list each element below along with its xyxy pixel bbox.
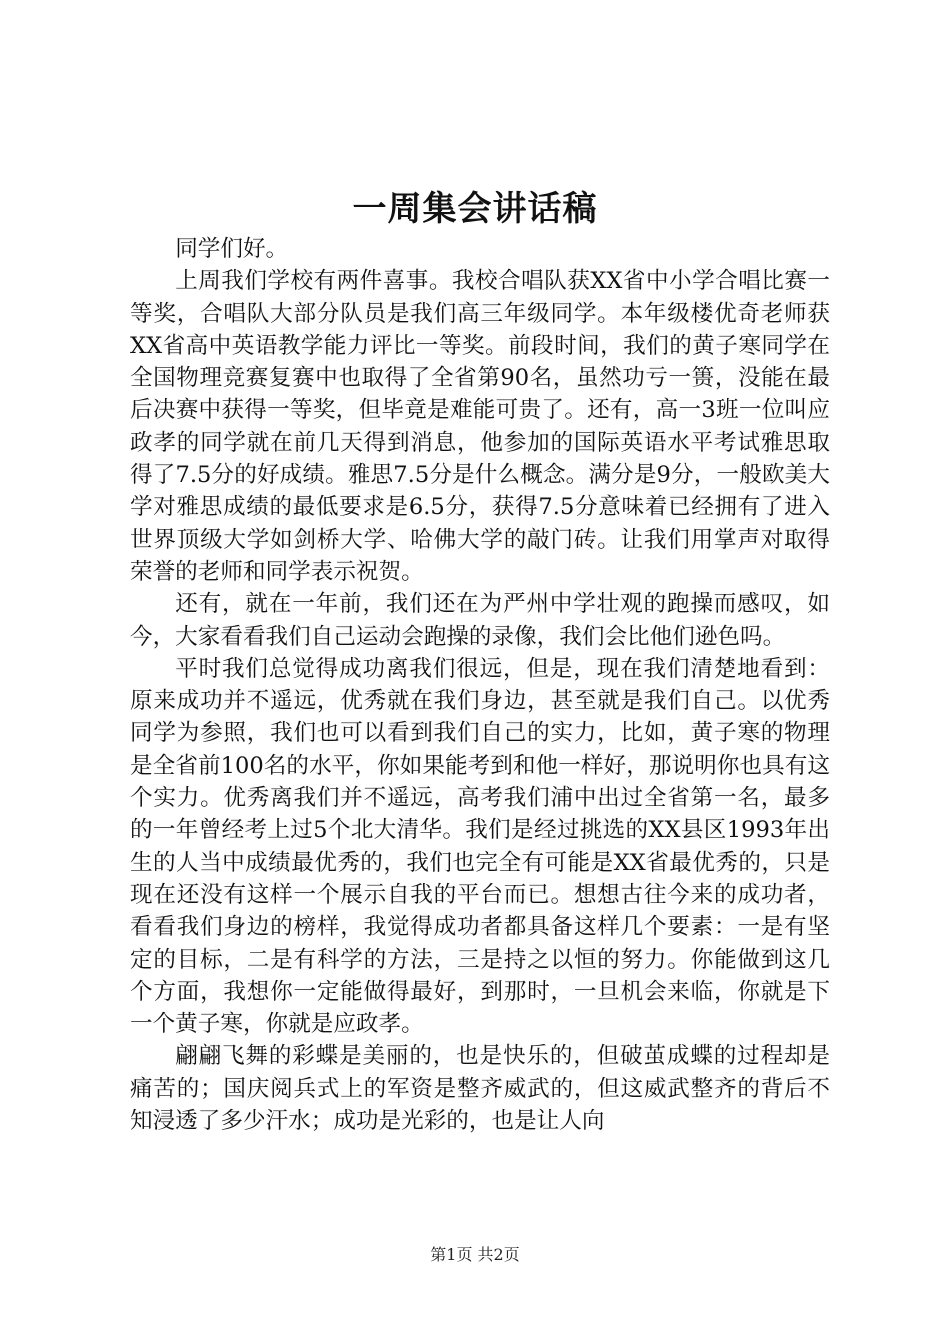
- page-total: 共2页: [477, 1245, 520, 1264]
- page-title: 一周集会讲话稿: [352, 189, 598, 229]
- paragraph-butterfly: 翩翩飞舞的彩蝶是美丽的，也是快乐的，但破茧成蝶的过程却是痛苦的；国庆阅兵式上的军资是整齐威武的，但这威武整齐的背后不知浸透了多少汗水；成功是光彩的，也是让人向: [130, 1043, 830, 1135]
- page-footer: [0, 1244, 950, 1266]
- paragraph-success-nearby: 平时我们总觉得成功离我们很远，但是，现在我们清楚地看到：原来成功并不遥远，优秀就在我们身边，甚至就是我们自己。以优秀同学为参照，我们也可以看到我们自己的实力，比如，黄子寒的物理是全省前100名的水平，你如果能考到和他一样好，那说明你也具有这个实力。优秀离我们并不遥远，高考我们浦中出过全省第一名，最多的一年曾经考上过5个北大清华。我们是经过挑选的XX县区1993年出生的人当中成绩最优秀的，我们也完全有可能是XX省最优秀的，只是现在还没有这样一个展示自我的平台而已。想想古往今来的成功者，看看我们身边的榜样，我觉得成功者都具备这样几个要素：一是有坚定的目标，二是有科学的方法，三是持之以恒的努力。你能做到这几个方面，我想你一定能做得最好，到那时，一旦机会来临，你就是下一个黄子寒，你就是应政孝。: [130, 655, 830, 1038]
- paragraph-greeting: 同学们好。: [175, 236, 289, 262]
- page-number: 第1页: [430, 1245, 473, 1264]
- paragraph-good-news: 上周我们学校有两件喜事。我校合唱队获XX省中小学合唱比赛一等奖，合唱队大部分队员是我们高三年级同学。本年级楼优奇老师获XX省高中英语教学能力评比一等奖。前段时间，我们的黄子寒同学在全国物理竞赛复赛中也取得了全省第90名，虽然功亏一篑，没能在最后决赛中获得一等奖，但毕竟是难能可贵了。还有，高一3班一位叫应政孝的同学就在前几天得到消息，他参加的国际英语水平考试雅思取得了7.5分的好成绩。雅思7.5分是什么概念。满分是9分，一般欧美大学对雅思成绩的最低要求是6.5分，获得7.5分意味着已经拥有了进入世界顶级大学如剑桥大学、哈佛大学的敲门砖。让我们用掌声对取得荣誉的老师和同学表示祝贺。: [130, 268, 830, 585]
- document-body: [130, 233, 830, 1137]
- paragraph-running-exercise: 还有，就在一年前，我们还在为严州中学壮观的跑操而感叹，如今，大家看看我们自己运动会跑操的录像，我们会比他们逊色吗。: [130, 591, 830, 650]
